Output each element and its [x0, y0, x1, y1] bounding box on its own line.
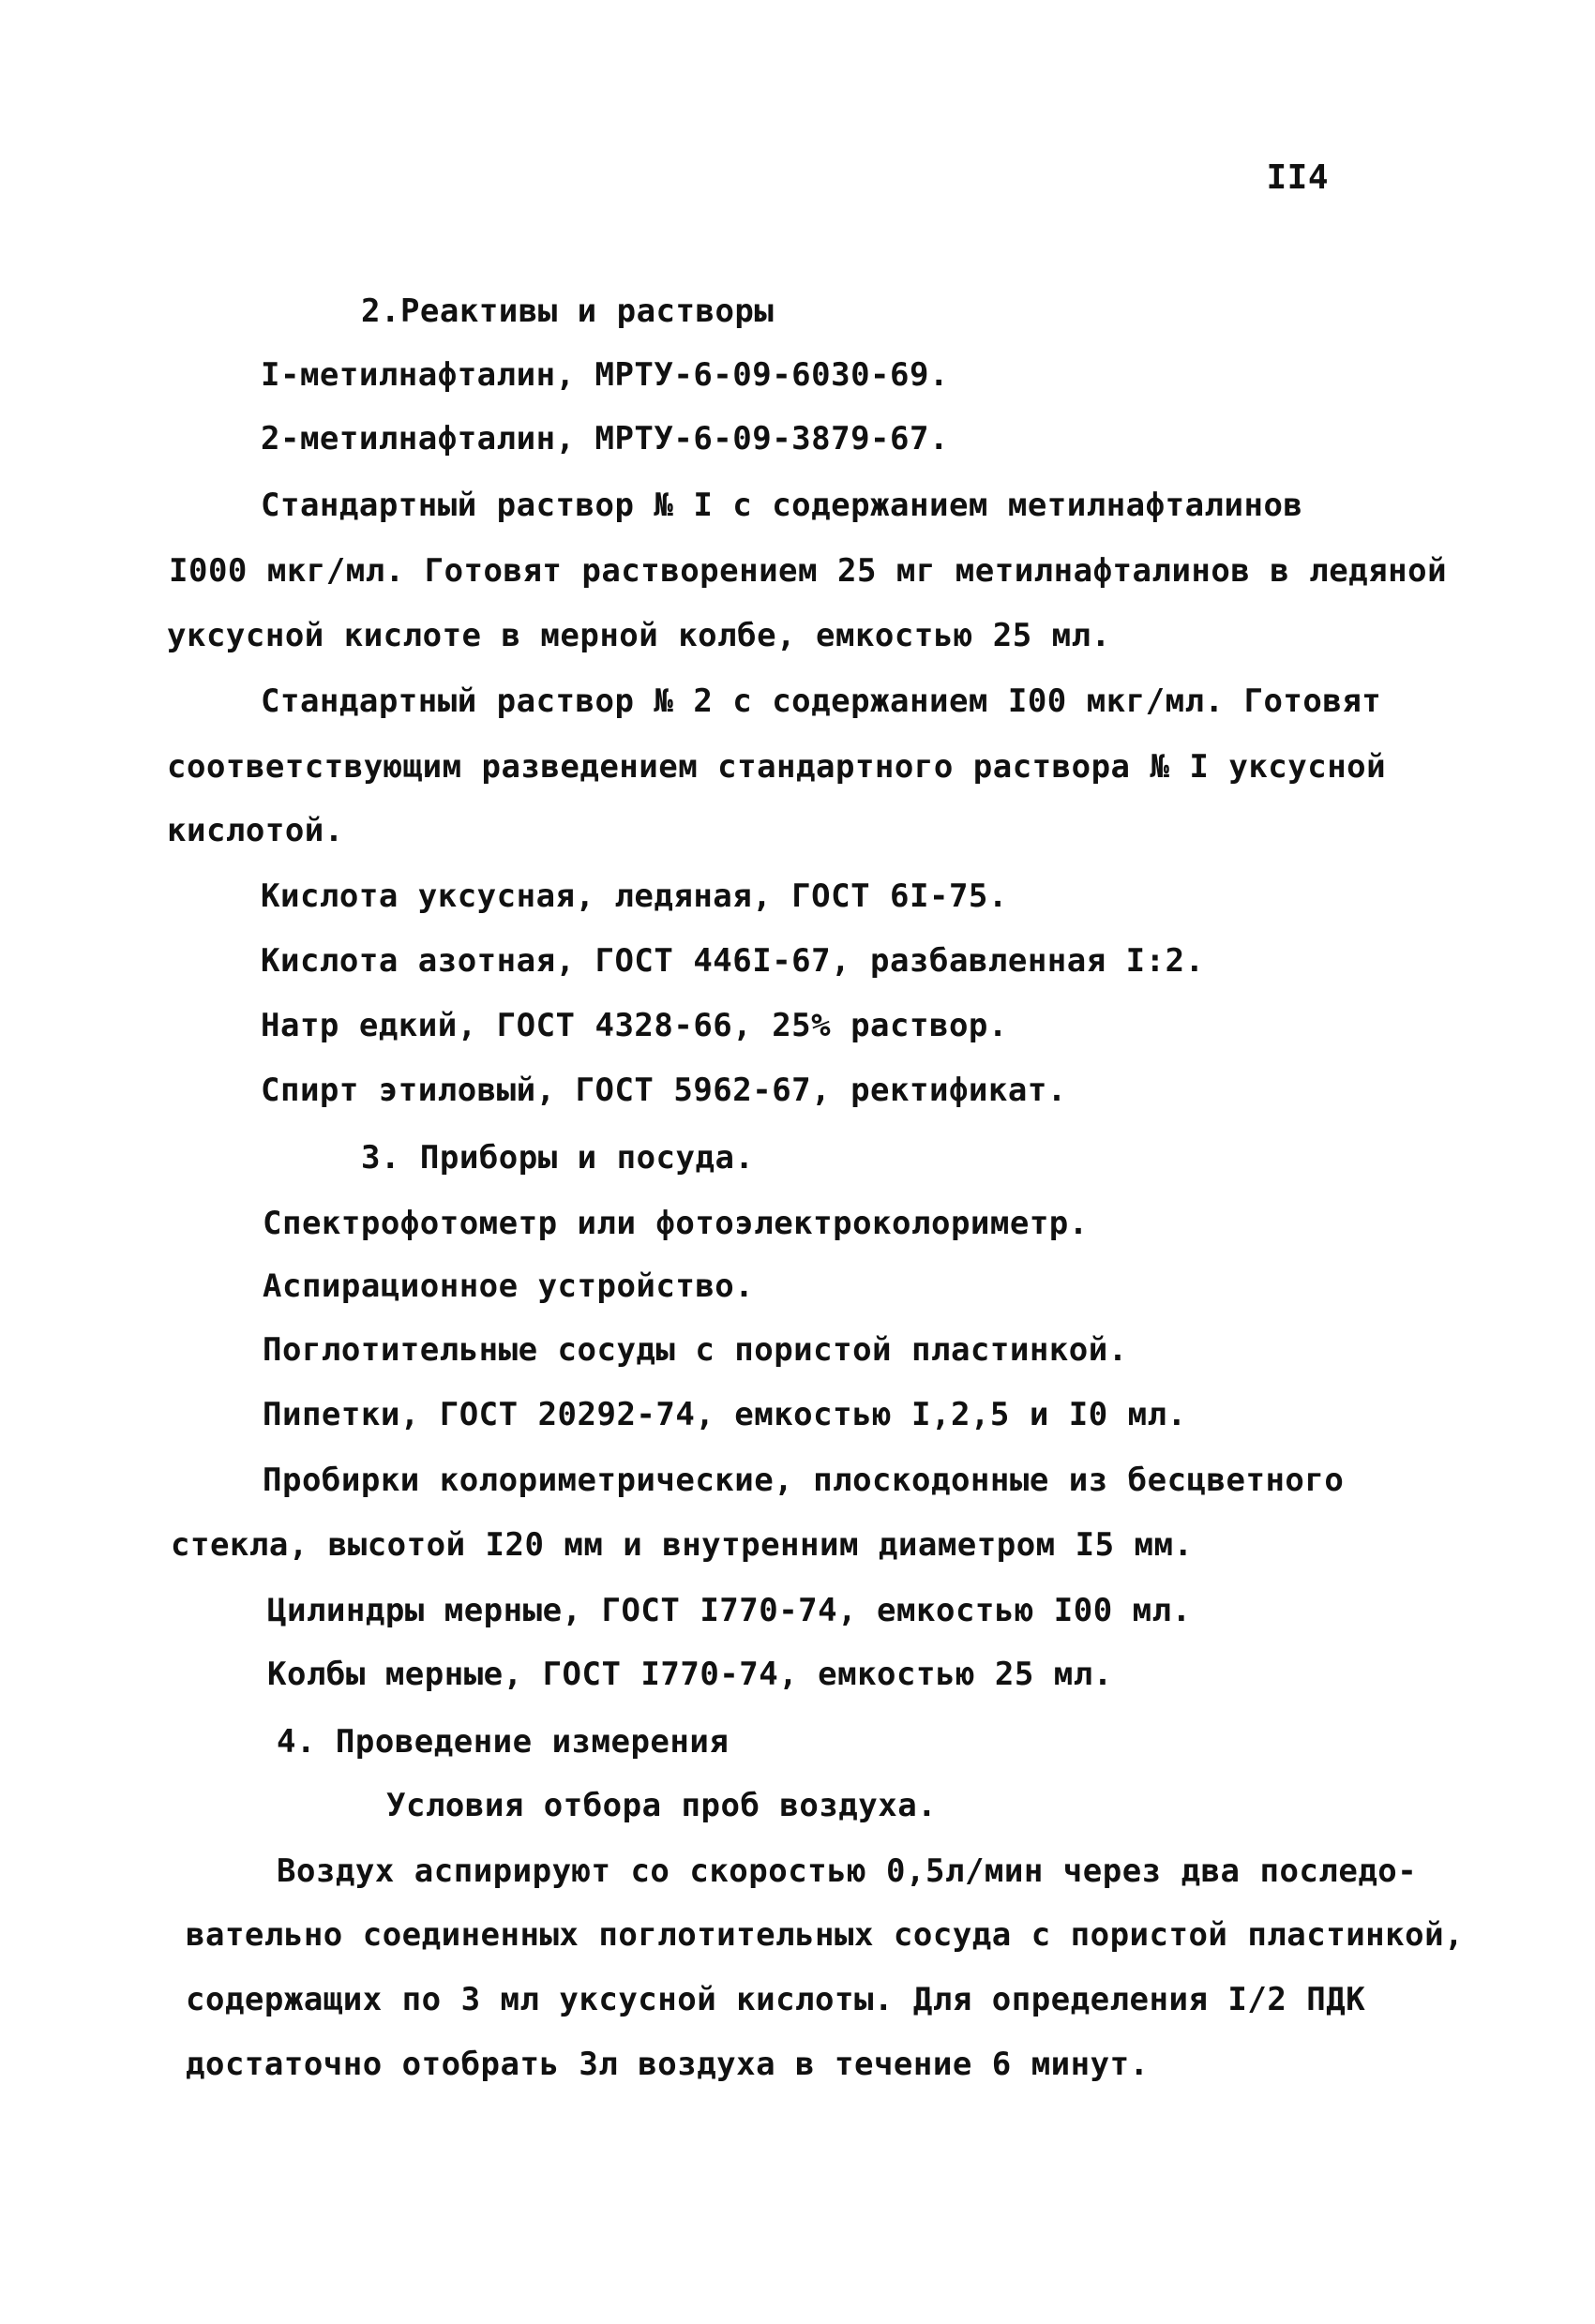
text-line: Воздух аспирируют со скоростью 0,5л/мин через два последо-	[277, 1852, 1418, 1890]
text-line: Аспирационное устройство.	[263, 1267, 755, 1305]
text-line: Кислота азотная, ГОСТ 446I-67, разбавленная I:2.	[261, 942, 1205, 980]
text-line: Спирт этиловый, ГОСТ 5962-67, ректификат.	[261, 1072, 1067, 1109]
text-line: Цилиндры мерные, ГОСТ I770-74, емкостью I00 мл.	[267, 1592, 1192, 1629]
section-2-heading: 2.Реактивы и растворы	[361, 292, 775, 330]
text-line: стекла, высотой I20 мм и внутренним диаметром I5 мм.	[171, 1526, 1194, 1564]
text-line: Натр едкий, ГОСТ 4328-66, 25% раствор.	[261, 1007, 1008, 1044]
text-line: Стандартный раствор № I с содержанием метилнафталинов	[261, 487, 1303, 524]
text-line: содержащих по 3 мл уксусной кислоты. Для определения I/2 ПДК	[186, 1981, 1366, 2018]
section-3-heading: 3. Приборы и посуда.	[361, 1139, 755, 1177]
section-4-heading: 4. Проведение измерения	[277, 1723, 730, 1761]
text-line: Пробирки колориметрические, плоскодонные из бесцветного	[263, 1462, 1345, 1499]
text-line: уксусной кислоте в мерной колбе, емкостью 25 мл.	[167, 617, 1111, 654]
text-line: Спектрофотометр или фотоэлектроколориметр.	[263, 1205, 1089, 1242]
text-line: Поглотительные сосуды с пористой пластинкой.	[263, 1331, 1128, 1369]
text-line: 2-метилнафталин, МРТУ-6-09-3879-67.	[261, 420, 949, 457]
page-number: II4	[1266, 158, 1329, 197]
text-line: кислотой.	[167, 812, 344, 849]
text-line: соответствующим разведением стандартного раствора № I уксусной	[167, 748, 1387, 786]
section-4-subheading: Условия отбора проб воздуха.	[386, 1787, 938, 1824]
text-line: Кислота уксусная, ледяная, ГОСТ 6I-75.	[261, 877, 1008, 915]
text-line: Колбы мерные, ГОСТ I770-74, емкостью 25 мл.	[267, 1656, 1113, 1693]
text-line: Стандартный раствор № 2 с содержанием I00 мкг/мл. Готовят	[261, 682, 1382, 720]
text-line: достаточно отобрать 3л воздуха в течение 6 минут.	[186, 2046, 1150, 2083]
text-line: I000 мкг/мл. Готовят растворением 25 мг метилнафталинов в ледяной	[169, 552, 1448, 590]
text-line: I-метилнафталин, МРТУ-6-09-6030-69.	[261, 356, 949, 394]
text-line: вательно соединенных поглотительных сосуда с пористой пластинкой,	[186, 1916, 1465, 1954]
text-line: Пипетки, ГОСТ 20292-74, емкостью I,2,5 и I0 мл.	[263, 1396, 1187, 1433]
